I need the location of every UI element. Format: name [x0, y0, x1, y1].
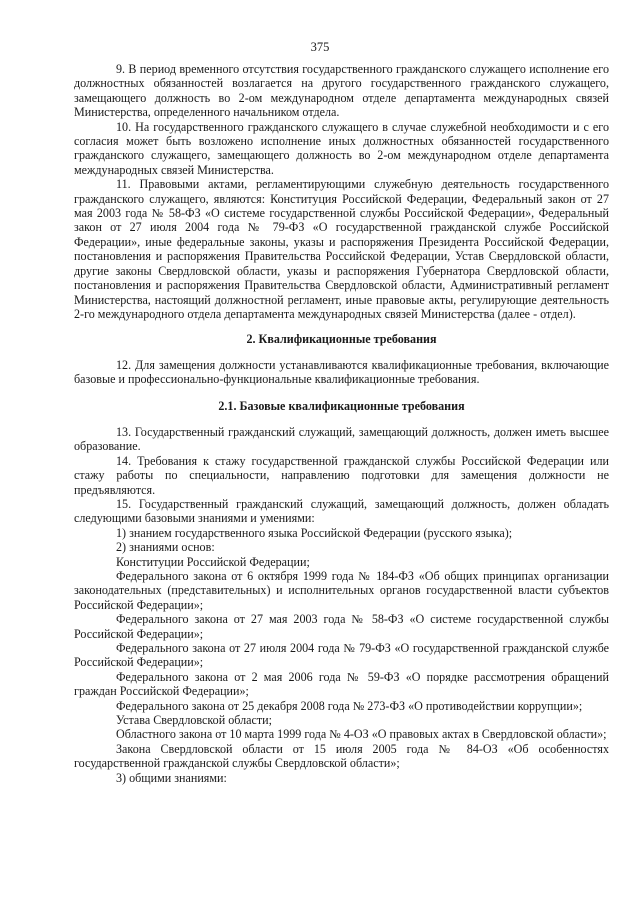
- law-184-fz: Федерального закона от 6 октября 1999 года № 184-ФЗ «Об общих принципах организации законодательных (представительных) и исполнительных органов государственной власти субъектов Российской Федерации»;: [74, 569, 609, 612]
- law-84-oz: Закона Свердловской области от 15 июля 2005 года № 84-ОЗ «Об особенностях государственной гражданской службы Свердловской области»;: [74, 741, 609, 771]
- section-2-1-heading: 2.1. Базовые квалификационные требования: [218, 398, 465, 413]
- law-charter-sverdlovsk: Устава Свердловской области;: [116, 713, 273, 728]
- law-constitution: Конституции Российской Федерации;: [116, 554, 310, 569]
- law-273-fz: Федерального закона от 25 декабря 2008 года № 273-ФЗ «О противодействии коррупции»;: [116, 698, 583, 713]
- law-79-fz: Федерального закона от 27 июля 2004 года № 79-ФЗ «О государственной гражданской службе Российской Федерации»;: [74, 641, 609, 670]
- law-4-oz: Областного закона от 10 марта 1999 года № 4-ОЗ «О правовых актах в Свердловской области»;: [116, 727, 607, 742]
- paragraph-13: 13. Государственный гражданский служащий, замещающий должность, должен иметь высшее образование.: [74, 424, 609, 454]
- list-item-1: 1) знанием государственного языка Российской Федерации (русского языка);: [116, 525, 513, 540]
- paragraph-9: 9. В период временного отсутствия государственного гражданского служащего исполнение его должностных обязанностей возлагается на другого государственного гражданского служащего, замещающего должность во 2-ом международном отделе департамента международных связей Министерства, определенного начальником отдела.: [74, 62, 609, 120]
- section-2-heading: 2. Квалификационные требования: [246, 332, 437, 347]
- paragraph-11: 11. Правовыми актами, регламентирующими служебную деятельность государственного гражданского служащего, являются: Конституция Российской Федерации, Федеральный закон от 27 мая 2003 года № 58-ФЗ «О системе государственной службы Российской Федерации», Федеральный закон от 27 июля 2004 года № 79-ФЗ «О государственной гражданской службе Российской Федерации», иные федеральные законы, указы и распоряжения Президента Российской Федерации, постановления и распоряжения Правительства Российской Федерации, Устав Свердловской области, другие законы Свердловской области, указы и распоряжения Губернатора Свердловской области, постановления и распоряжения Правительства Свердловской области, Административный регламент Министерства, настоящий должностной регламент, иные правовые акты, регулирующие деятельность 2-го международного отдела департамента международных связей Министерства (далее - отдел).: [74, 177, 609, 321]
- paragraph-15: 15. Государственный гражданский служащий, замещающий должность, должен обладать следующими базовыми знаниями и умениями:: [74, 496, 609, 526]
- document-body: [74, 62, 609, 785]
- list-item-3: 3) общими знаниями:: [116, 770, 227, 785]
- page-number: 375: [310, 40, 330, 54]
- paragraph-10: 10. На государственного гражданского служащего в случае служебной необходимости и с его согласия может быть возложено исполнение иных должностных обязанностей государственного гражданского служащего, замещающего должность во 2-ом международном отделе департамента международных связей Министерства.: [74, 119, 609, 177]
- paragraph-12: 12. Для замещения должности устанавливаются квалификационные требования, включающие базовые и профессионально-функциональные квалификационные требования.: [74, 357, 609, 387]
- law-59-fz: Федерального закона от 2 мая 2006 года № 59-ФЗ «О порядке рассмотрения обращений граждан Российской Федерации»;: [74, 669, 609, 699]
- law-58-fz: Федерального закона от 27 мая 2003 года № 58-ФЗ «О системе государственной службы Российской Федерации»;: [74, 612, 609, 641]
- list-item-2: 2) знаниями основ:: [116, 540, 215, 555]
- paragraph-14: 14. Требования к стажу государственной гражданской службы Российской Федерации или стажу работы по специальности, направлению подготовки для замещения должности не предъявляются.: [74, 453, 609, 497]
